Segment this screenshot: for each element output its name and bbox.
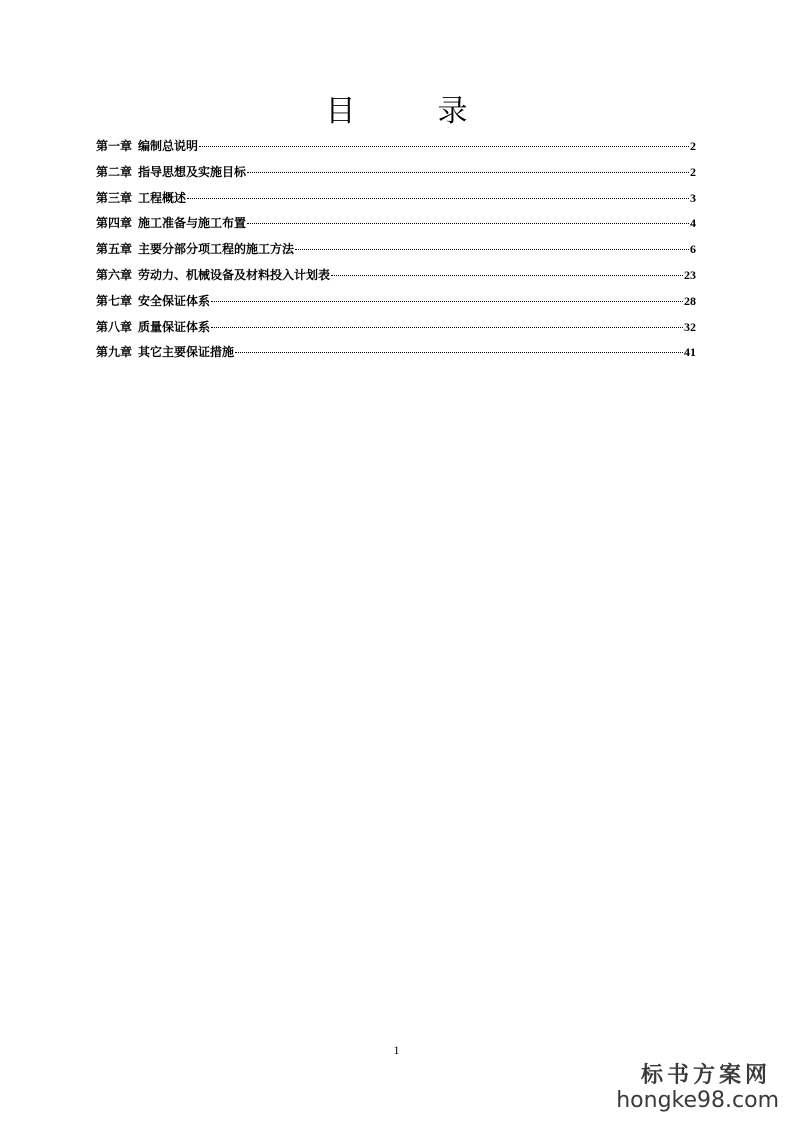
- page-footer-number: 1: [393, 1043, 400, 1057]
- toc-chapter-number: 第四章: [96, 216, 133, 231]
- site-watermark: [616, 1062, 779, 1114]
- toc-chapter-title: 主要分部分项工程的施工方法: [138, 242, 295, 257]
- toc-page-number: 3: [690, 190, 696, 205]
- toc-chapter-number: 第五章: [96, 242, 133, 257]
- toc-chapter-title: 质量保证体系: [138, 319, 211, 334]
- toc-entry[interactable]: [96, 136, 696, 162]
- toc-chapter-number: 第三章: [96, 190, 133, 205]
- toc-dot-leader: [211, 301, 683, 302]
- toc-chapter-title: 工程概述: [138, 190, 187, 205]
- toc-chapter-title: 劳动力、机械设备及材料投入计划表: [138, 267, 331, 282]
- toc-chapter-number: 第九章: [96, 345, 133, 360]
- toc-chapter-number: 第七章: [96, 293, 133, 308]
- toc-page-number: 2: [690, 164, 696, 179]
- toc-dot-leader: [235, 352, 683, 353]
- watermark-url-text: hongke98.com: [616, 1088, 779, 1113]
- toc-entry[interactable]: [96, 265, 696, 291]
- toc-page-number: 4: [690, 216, 696, 231]
- toc-entry[interactable]: [96, 188, 696, 214]
- toc-page-number: 41: [684, 345, 696, 360]
- toc-chapter-title: 安全保证体系: [138, 293, 211, 308]
- toc-entry[interactable]: [96, 342, 696, 368]
- toc-entry[interactable]: [96, 239, 696, 265]
- toc-page-number: 6: [690, 242, 696, 257]
- watermark-chinese-text: 标书方案网: [640, 1062, 771, 1088]
- toc-chapter-title: 编制总说明: [138, 139, 199, 153]
- toc-chapter-title: 指导思想及实施目标: [138, 164, 247, 179]
- toc-dot-leader: [247, 223, 689, 224]
- toc-chapter-title: 其它主要保证措施: [138, 345, 235, 360]
- page-title: 目 录: [325, 94, 494, 129]
- toc-chapter-number: 第二章: [96, 164, 133, 179]
- toc-entry[interactable]: [96, 291, 696, 317]
- toc-dot-leader: [247, 172, 689, 173]
- toc-page-number: 23: [684, 267, 696, 282]
- toc-entry[interactable]: [96, 317, 696, 343]
- toc-chapter-number: 第一章: [96, 139, 133, 153]
- toc-dot-leader: [211, 327, 683, 328]
- toc-chapter-number: 第六章: [96, 267, 133, 282]
- toc-entry[interactable]: [96, 162, 696, 188]
- toc-page-number: 28: [684, 293, 696, 308]
- toc-chapter-number: 第八章: [96, 319, 133, 334]
- toc-dot-leader: [331, 275, 683, 276]
- toc-dot-leader: [295, 249, 689, 250]
- toc-dot-leader: [199, 146, 689, 147]
- toc-entry[interactable]: [96, 213, 696, 239]
- toc-chapter-title: 施工准备与施工布置: [138, 216, 247, 231]
- toc-page-number: 32: [684, 319, 696, 334]
- table-of-contents: [96, 136, 696, 368]
- toc-page-number: 2: [690, 139, 696, 153]
- toc-dot-leader: [187, 198, 689, 199]
